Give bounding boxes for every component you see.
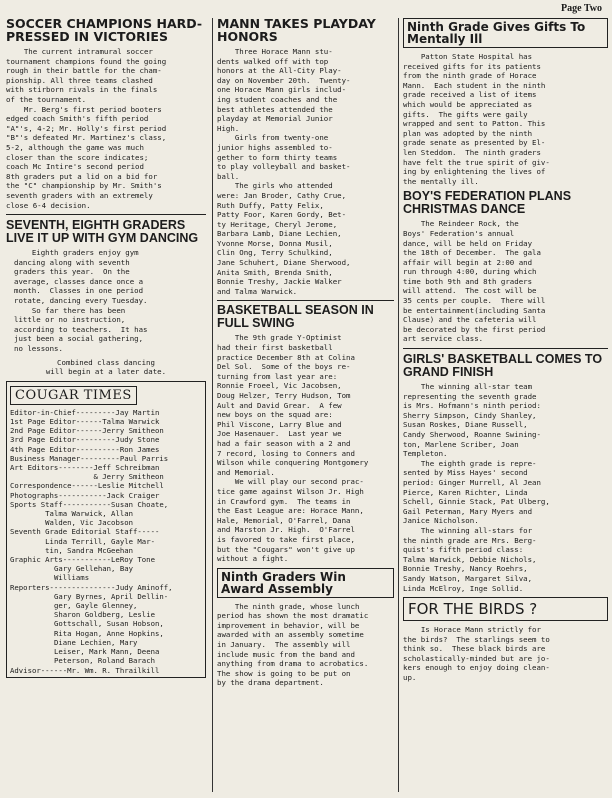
divider <box>403 348 608 349</box>
gifts-body: Patton State Hospital has received gifts for its patients from the ninth grade of Horace Mann. Each student in the ninth grade received a list of items which would be appreciated as gifts. The gifts were gaily wrapped and sent to Patton. This plan was adopted by the ninth grade senate as presented by El- len Steddom. The ninth graders have felt the true spirit of giv- ing by enlightening the lives of the mentally ill. <box>403 52 550 186</box>
basketball-headline: BASKETBALL SEASON IN FULL SWING <box>217 300 394 329</box>
christmas-headline: BOY'S FEDERATION PLANS CHRISTMAS DANCE <box>403 189 572 216</box>
masthead <box>6 381 206 678</box>
assembly-headline-box <box>217 568 394 598</box>
assembly-headline: Ninth Graders Win Award Assembly <box>221 569 346 596</box>
christmas-body: The Reindeer Rock, the Boys' Federation's annual dance, will be held on Friday the 18th of December. The gala affair will begin at 2:00 and run through 4:00, during which time both 9th and 8th graders will attend. The cost will be 35 cents per couple. There will be entertainment(including Santa Clause) and the cafeteria will be decorated by the first period art service class. <box>403 219 546 344</box>
column-middle <box>212 18 394 792</box>
gifts-headline: Ninth Grade Gives Gifts To Mentally Ill <box>407 20 586 46</box>
page-number: Page Two <box>560 3 602 14</box>
birds-headline: FOR THE BIRDS ? <box>403 597 608 621</box>
column-left <box>6 18 206 792</box>
gifts-headline-box <box>403 18 608 48</box>
divider <box>6 214 206 215</box>
dancing-body: Eighth graders enjoy gym dancing along with seventh graders this year. On the average, classes dance once a month. Classes in one period rotate, dancing every Tuesday. So far there has been little or no instruction, according to teachers. It has just been a social gathering, no lessons. <box>14 248 148 354</box>
column-right <box>398 18 608 792</box>
dancing-footer: Combined class dancing will begin at a later date. <box>45 357 167 377</box>
dancing-headline: SEVENTH, EIGHTH GRADERS LIVE IT UP WITH GYM DANCING <box>6 218 199 245</box>
playday-body: Three Horace Mann stu- dents walked off with top honors at the All-City Play- day on November 20th. Twenty- one Horace Mann girls includ- ing student coaches and the best athletes attended the playday at Memorial Junior High. Girls from twenty-one junior highs assembled to- gether to form thirty teams to play volleyball and basket- ball. The girls who attended were: Jan Broder, Cathy Crue, Ruth Duffy, Patty Felix, Patty Foor, Karen Gordy, Bet- ty Heritage, Cheryl Jerome, Barbara Lamb, Diane Lechien, Yvonne Morse, Donna Musil, Clin Ong, Terry Schulkind, Jane Schuhert, Diane Sherwood, Anita Smith, Brenda Smith, Bonnie Treshy, Jackie Walker and Talma Warwick. <box>217 47 351 296</box>
masthead-title: COUGAR TIMES <box>10 386 137 405</box>
playday-headline: MANN TAKES PLAYDAY HONORS <box>217 18 376 44</box>
girls-basketball-headline: GIRLS' BASKETBALL COMES TO GRAND FINISH <box>403 352 603 379</box>
basketball-body: The 9th grade Y-Optimist had their first basketball practice December 8th at Colina Del Sol. Some of the boys re- turning from last year are: Ronnie Froeel, Vic Jacobsen, Doug Helzer, Terry Hudson, Tom Ault and David Grear. A few new boys on the squad are: Phil Viscone, Larry Blue and Joe Hasenauer. Last year we had a fair season with a 2 and 7 record, losing to Conners and Wilson while conquering Montgomery and Memorial. We will play our second prac- tice game against Wilson Jr. High in Crawford gym. The teams in the East League are: Horace Mann, Hale, Memorial, O'Farrel, Dana and Marston Jr. High. O'Farrel is favored to take first place, but the "Cougars" won't give up without a fight. <box>217 333 369 564</box>
assembly-body: The ninth grade, whose lunch period has shown the most dramatic improvement in behavior, will be awarded with an assembly sometime in January. The assembly will include music from the band and anything from drama to acrobatics. The show is going to be put on by the drama department. <box>217 601 369 688</box>
birds-body: Is Horace Mann strictly for the birds? The starlings seem to think so. These black birds are scholastically-minded but are jo- kers enough to enjoy doing clean- up. <box>403 625 550 683</box>
soccer-body: The current intramural soccer tournament champions found the going rough in their battle for the cham- pionship. All three teams clashed with stirborn rivals in the finals of the tournament. Mr. Berg's first period booters edged coach Smith's fifth period "A"'s, 4-2; Mr. Holly's first period "B"'s defeated Mr. Martinez's class, 5-2, although the game was much closer than the score indicates; coach Mc Intire's second period 8th graders put a lid on a bid for the "C" championship by Mr. Smith's seventh graders with an extremely close 6-4 decision. <box>6 47 167 210</box>
staff-list: Editor-in-Chief---------Jay Martin 1st Page Editor------Talma Warwick 2nd Page Editor------Jerry Smitheon 3rd Page Editor---------Judy Stone 4th Page Editor----------Ron James Business Manager---------Paul Parris Art Editors--------Jeff Schreibman & Jerry Smitheon Correspondence------Leslie Mitchell Photographs-----------Jack Craiger Sports Staff-----------Susan Choate, Talma Warwick, Allan Walden, Vic Jacobson Seventh Grade Editorial Staff----- Linda Terrill, Gayle Mar- tin, Sandra McGeehan Graphic Arts-----------LeRoy Tone Gary Gellehan, Bay Williams Reporters---------------Judy Aminoff, Gary Byrnes, April Dellin- ger, Gayle Glenney, Sharon Goldberg, Leslie Gottschall, Susan Hobson, Rita Hogan, Anne Hopkins, Diane Lechien, Mary Leiser, Mark Mann, Deena Peterson, Roland Barach Advisor------Mr. Wm. R. Thrailkill <box>10 407 173 675</box>
soccer-headline: SOCCER CHAMPIONS HARD-PRESSED IN VICTORIES <box>6 18 203 44</box>
girls-basketball-body: The winning all-star team representing the seventh grade is Mrs. Hofmann's ninth period: Sherry Simpson, Cindy Shanley, Susan Roskes, Diane Russell, Candy Sherwood, Roanne Swining- ton, Marlene Scriber, Joan Templeton. The eighth grade is repre- sented by Miss Hayes' second period: Ginger Murrell, Al Jean Pierce, Karen Richter, Linda Schell, Ginnie Stack, Pat Ulberg, Gail Peterman, Mary Myers and Janice Nicholson. The winning all-stars for the ninth grade are Mrs. Berg- quist's fifth period class: Talma Warwick, Debbie Nichols, Bonnie Treshy, Nancy Roehrs, Sandy Watson, Margaret Silva, Linda McElroy, Inge Sollid. <box>403 382 550 593</box>
